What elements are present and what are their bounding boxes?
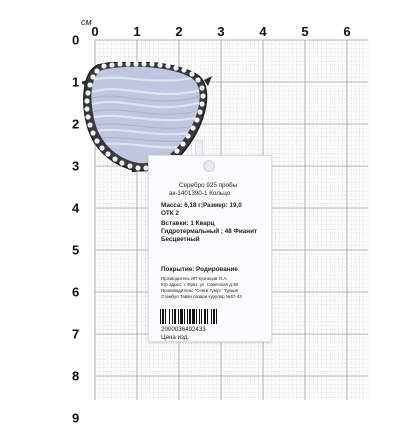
tag-fine-1: Прозводитель ИП Кузнецов О.А.: [161, 276, 228, 281]
x-axis-label: 4: [259, 24, 267, 39]
zircon-stone: [197, 109, 202, 114]
zircon-stone: [157, 62, 162, 67]
zircon-stone: [94, 138, 99, 143]
y-axis-label: 8: [72, 368, 80, 384]
y-axis-label: 1: [72, 74, 80, 90]
zircon-stone: [165, 63, 170, 68]
tag-hydro: Гидротермальный ; 48 Фианит: [161, 228, 258, 235]
y-axis-label: 5: [72, 242, 80, 258]
y-axis-label: 9: [72, 410, 80, 426]
zircon-stone: [199, 85, 204, 90]
zircon-stone: [194, 117, 199, 122]
zircon-stone: [84, 106, 89, 111]
zircon-stone: [84, 98, 89, 103]
tag-coating: Покрытие: Родирование: [161, 266, 238, 273]
tag-line-1: Серебро 925 пробы: [179, 182, 238, 189]
zircon-stone: [181, 67, 186, 72]
zircon-stone: [189, 71, 194, 76]
y-axis-label: 4: [72, 200, 80, 216]
zircon-stone: [199, 101, 204, 106]
zircon-stone: [105, 151, 110, 156]
tag-mass: Масса: 6,18 г;Размер: 19,0: [161, 202, 242, 209]
tag-fine-2: Юр адрес: г. Фряз. ул. Советская д.39: [161, 282, 238, 287]
zircon-stone: [85, 90, 90, 95]
zircon-stone: [135, 165, 140, 170]
y-axis-label: 0: [72, 32, 80, 48]
tag-inserts: Вставки: 1 Кварц: [161, 220, 215, 227]
zircon-stone: [195, 77, 200, 82]
tag-colorless: Бесцветный: [161, 236, 200, 243]
unit-label: см: [81, 17, 92, 27]
zircon-stone: [87, 82, 92, 87]
barcode: [159, 309, 243, 324]
x-axis-label: 0: [91, 24, 99, 39]
zircon-stone: [101, 63, 106, 68]
zircon-stone: [109, 62, 114, 67]
y-axis-label: 2: [72, 116, 80, 132]
zircon-stone: [112, 156, 117, 161]
tag-otk: ОТК 2: [161, 210, 179, 217]
zircon-stone: [200, 93, 205, 98]
tag-line-2: ак-1401390-1 Кольцо: [169, 190, 231, 197]
zircon-stone: [119, 160, 124, 165]
x-axis-label: 6: [343, 24, 351, 39]
zircon-stone: [173, 65, 178, 70]
zircon-stone: [87, 122, 92, 127]
tag-fine-4: Стамбул Таван пазари курулар №57-43: [161, 294, 242, 299]
x-axis-label: 2: [175, 24, 183, 39]
zircon-stone: [85, 114, 90, 119]
barcode-number: 2000036492433: [161, 326, 206, 333]
zircon-stone: [99, 145, 104, 150]
y-axis-label: 7: [72, 326, 80, 342]
y-axis-label: 6: [72, 284, 80, 300]
tag-hole: [203, 160, 215, 172]
y-axis-label: 3: [72, 158, 80, 174]
x-axis-label: 3: [217, 24, 225, 39]
zircon-stone: [127, 163, 132, 168]
x-axis-label: 1: [133, 24, 141, 39]
x-axis-label: 5: [301, 24, 309, 39]
price-label: Цена изд.: [161, 334, 190, 341]
zircon-stone: [90, 130, 95, 135]
price-tag: [148, 155, 272, 342]
tag-fine-3: Производитель: "Севги Гумус" Турция: [161, 288, 239, 293]
